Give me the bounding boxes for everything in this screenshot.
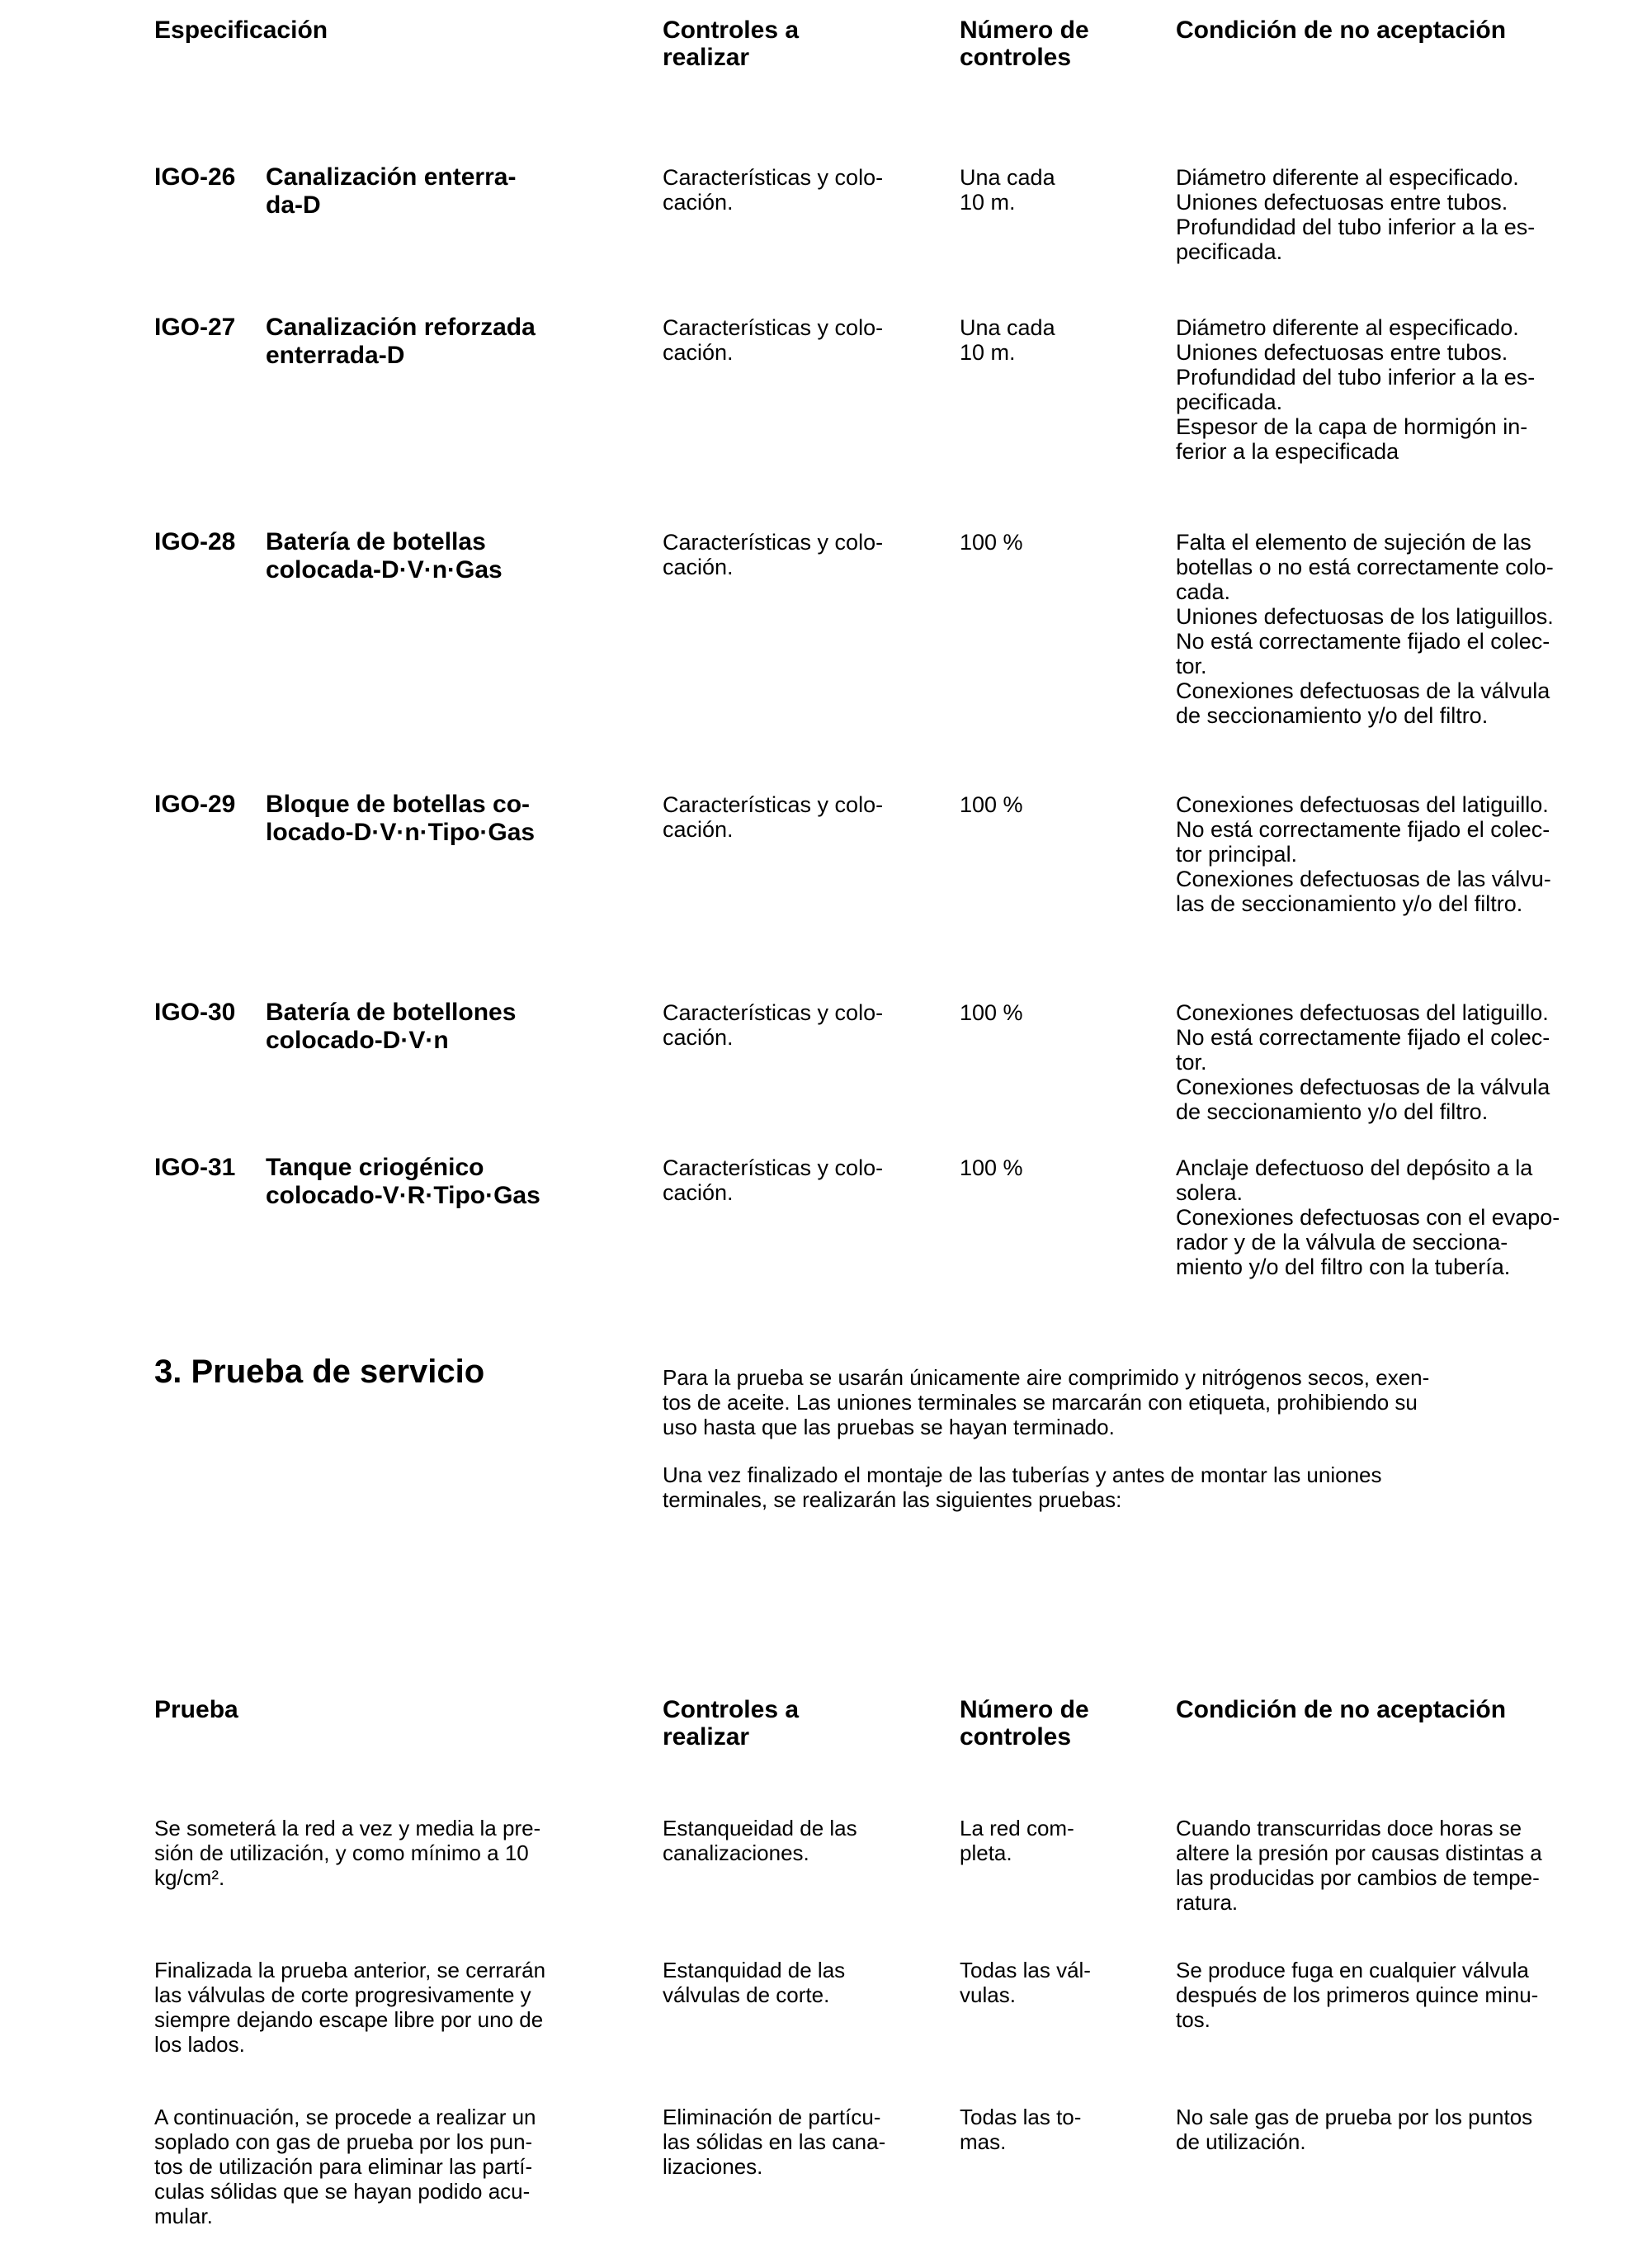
- test-description-line: kg/cm².: [154, 1865, 225, 1890]
- header-controls-line: realizar: [663, 1723, 750, 1751]
- condition-cell-line: Espesor de la capa de hormigón in-: [1176, 414, 1528, 439]
- header-rejection-condition: [1176, 17, 1506, 44]
- header-number-of-controls: [960, 17, 1089, 71]
- number-cell-line: Todas las to-: [960, 2105, 1082, 2129]
- header-controls: [663, 1696, 799, 1751]
- spec-name-line: Bloque de botellas co-: [266, 791, 531, 818]
- condition-cell-line: las producidas por cambios de tempe-: [1176, 1865, 1540, 1890]
- controls-cell: [663, 165, 883, 215]
- section-paragraph-line: uso hasta que las pruebas se hayan terminado.: [663, 1415, 1115, 1439]
- controls-cell: [663, 315, 883, 365]
- controls-cell: [663, 792, 883, 842]
- header-number-of-controls: [960, 1696, 1089, 1751]
- controls-cell-line: válvulas de corte.: [663, 1982, 830, 2007]
- header-specification-line: Especificación: [154, 17, 328, 44]
- test-description-line: las válvulas de corte progresivamente y: [154, 1982, 531, 2007]
- section-paragraph-line: tos de aceite. Las uniones terminales se marcarán con etiqueta, prohibiendo su: [663, 1390, 1418, 1415]
- header-rejection-condition: [1176, 1696, 1506, 1723]
- spec-name-line: colocado-V·R·Tipo·Gas: [266, 1182, 540, 1209]
- number-cell: [960, 1816, 1074, 1865]
- number-cell-line: Una cada: [960, 315, 1055, 340]
- controls-cell-line: lizaciones.: [663, 2154, 763, 2179]
- spec-name: [266, 791, 535, 847]
- condition-cell-line: cada.: [1176, 579, 1231, 604]
- header-number-of-controls-line: controles: [960, 1723, 1072, 1751]
- test-description-line: tos de utilización para eliminar las partí-: [154, 2154, 533, 2179]
- number-cell: [960, 1958, 1091, 2007]
- test-description-line: los lados.: [154, 2032, 245, 2057]
- condition-cell-line: Uniones defectuosas entre tubos.: [1176, 190, 1508, 215]
- controls-cell-line: Estanquidad de las: [663, 1958, 846, 1982]
- spec-code: IGO-28: [154, 528, 236, 555]
- controls-cell: [663, 1000, 883, 1050]
- condition-cell-line: miento y/o del filtro con la tubería.: [1176, 1254, 1511, 1279]
- test-description-line: culas sólidas que se hayan podido acu-: [154, 2179, 531, 2204]
- controls-cell-line: Estanqueidad de las: [663, 1816, 857, 1840]
- controls-cell: [663, 1155, 883, 1205]
- condition-cell-line: No está correctamente fijado el colec-: [1176, 629, 1550, 654]
- spec-name: [266, 999, 516, 1055]
- condition-cell-line: Profundidad del tubo inferior a la es-: [1176, 215, 1536, 239]
- condition-cell: [1176, 1155, 1560, 1279]
- header-number-of-controls-line: controles: [960, 44, 1072, 71]
- controls-cell-line: cación.: [663, 190, 734, 215]
- controls-cell-line: Características y colo-: [663, 1155, 884, 1180]
- controls-cell-line: cación.: [663, 1180, 734, 1205]
- controls-cell-line: Características y colo-: [663, 1000, 884, 1025]
- condition-cell-line: después de los primeros quince minu-: [1176, 1982, 1539, 2007]
- condition-cell-line: Conexiones defectuosas del latiguillo.: [1176, 1000, 1549, 1025]
- condition-cell-line: Conexiones defectuosas de las válvu-: [1176, 867, 1551, 891]
- section-paragraph: [663, 1365, 1429, 1439]
- controls-cell-line: Características y colo-: [663, 165, 884, 190]
- condition-cell-line: tor.: [1176, 1050, 1207, 1075]
- spec-name-line: Batería de botellas: [266, 528, 486, 555]
- section-paragraph-line: Una vez finalizado el montaje de las tuberías y antes de montar las uniones: [663, 1462, 1382, 1487]
- number-cell-line: La red com-: [960, 1816, 1074, 1840]
- controls-cell: [663, 1958, 845, 2007]
- number-cell: [960, 165, 1055, 215]
- condition-cell-line: de utilización.: [1176, 2129, 1306, 2154]
- test-description-line: Se someterá la red a vez y media la pre-: [154, 1816, 541, 1840]
- header-specification-line: Prueba: [154, 1696, 238, 1723]
- spec-name-line: colocada-D·V·n·Gas: [266, 556, 503, 584]
- test-description-line: A continuación, se procede a realizar un: [154, 2105, 536, 2129]
- header-specification: [154, 17, 328, 44]
- condition-cell-line: Falta el elemento de sujeción de las: [1176, 530, 1531, 555]
- number-cell: [960, 792, 1023, 817]
- condition-cell: [1176, 2105, 1532, 2154]
- number-cell: [960, 1000, 1023, 1025]
- test-description-line: sión de utilización, y como mínimo a 10: [154, 1840, 529, 1865]
- condition-cell: [1176, 1816, 1542, 1915]
- spec-name-line: da-D: [266, 191, 321, 219]
- test-description: [154, 1816, 540, 1890]
- spec-code: IGO-29: [154, 791, 236, 818]
- test-description-line: siempre dejando escape libre por uno de: [154, 2007, 544, 2032]
- header-number-of-controls-line: Número de: [960, 17, 1089, 44]
- condition-cell: [1176, 530, 1554, 728]
- condition-cell-line: de seccionamiento y/o del filtro.: [1176, 703, 1489, 728]
- number-cell: [960, 530, 1023, 555]
- condition-cell-line: altere la presión por causas distintas a: [1176, 1840, 1542, 1865]
- spec-name-line: Canalización reforzada: [266, 314, 536, 341]
- condition-cell-line: Uniones defectuosas entre tubos.: [1176, 340, 1508, 365]
- condition-cell: [1176, 315, 1535, 464]
- header-number-of-controls-line: Número de: [960, 1696, 1089, 1723]
- condition-cell: [1176, 1958, 1538, 2032]
- spec-code: IGO-27: [154, 314, 236, 341]
- controls-cell-line: Características y colo-: [663, 315, 884, 340]
- number-cell-line: 100 %: [960, 1155, 1023, 1180]
- section-title: 3. Prueba de servicio: [154, 1354, 485, 1390]
- condition-cell-line: Profundidad del tubo inferior a la es-: [1176, 365, 1536, 390]
- controls-cell-line: cación.: [663, 555, 734, 579]
- spec-name-line: colocado-D·V·n: [266, 1027, 449, 1054]
- controls-cell-line: cación.: [663, 817, 734, 842]
- number-cell-line: Una cada: [960, 165, 1055, 190]
- spec-name: [266, 314, 536, 370]
- number-cell-line: pleta.: [960, 1840, 1012, 1865]
- condition-cell-line: pecificada.: [1176, 239, 1283, 264]
- number-cell-line: 10 m.: [960, 190, 1016, 215]
- header-rejection-condition-line: Condición de no aceptación: [1176, 17, 1507, 44]
- controls-cell-line: Eliminación de partícu-: [663, 2105, 881, 2129]
- number-cell-line: 10 m.: [960, 340, 1016, 365]
- condition-cell-line: ratura.: [1176, 1890, 1239, 1915]
- test-description-line: mular.: [154, 2204, 213, 2228]
- header-specification: [154, 1696, 238, 1723]
- header-controls: [663, 17, 799, 71]
- controls-cell: [663, 530, 883, 579]
- condition-cell-line: Conexiones defectuosas con el evapo-: [1176, 1205, 1560, 1230]
- condition-cell-line: solera.: [1176, 1180, 1244, 1205]
- header-controls-line: realizar: [663, 44, 750, 71]
- number-cell-line: 100 %: [960, 792, 1023, 817]
- controls-cell: [663, 2105, 885, 2179]
- spec-code: IGO-31: [154, 1154, 236, 1181]
- controls-cell: [663, 1816, 857, 1865]
- spec-name-line: Tanque criogénico: [266, 1154, 484, 1181]
- section-paragraph: [663, 1462, 1382, 1512]
- condition-cell-line: las de seccionamiento y/o del filtro.: [1176, 891, 1523, 916]
- header-rejection-condition-line: Condición de no aceptación: [1176, 1696, 1507, 1723]
- header-controls-line: Controles a: [663, 17, 800, 44]
- test-description-line: soplado con gas de prueba por los pun-: [154, 2129, 533, 2154]
- condition-cell-line: Conexiones defectuosas de la válvula: [1176, 678, 1550, 703]
- controls-cell-line: las sólidas en las cana-: [663, 2129, 886, 2154]
- controls-cell-line: cación.: [663, 1025, 734, 1050]
- condition-cell-line: botellas o no está correctamente colo-: [1176, 555, 1554, 579]
- section-paragraph-line: Para la prueba se usarán únicamente aire comprimido y nitrógenos secos, exen-: [663, 1365, 1430, 1390]
- condition-cell-line: No está correctamente fijado el colec-: [1176, 817, 1550, 842]
- number-cell-line: 100 %: [960, 530, 1023, 555]
- condition-cell-line: Cuando transcurridas doce horas se: [1176, 1816, 1522, 1840]
- condition-cell-line: Conexiones defectuosas del latiguillo.: [1176, 792, 1549, 817]
- section-paragraph-line: terminales, se realizarán las siguientes pruebas:: [663, 1487, 1122, 1512]
- number-cell-line: 100 %: [960, 1000, 1023, 1025]
- condition-cell-line: pecificada.: [1176, 390, 1283, 414]
- controls-cell-line: cación.: [663, 340, 734, 365]
- spec-name: [266, 528, 503, 584]
- condition-cell-line: No sale gas de prueba por los puntos: [1176, 2105, 1533, 2129]
- test-description: [154, 1958, 545, 2057]
- spec-name-line: enterrada-D: [266, 342, 405, 369]
- condition-cell: [1176, 1000, 1550, 1124]
- condition-cell-line: Diámetro diferente al especificado.: [1176, 315, 1519, 340]
- spec-name: [266, 163, 516, 220]
- header-controls-line: Controles a: [663, 1696, 800, 1723]
- number-cell: [960, 1155, 1023, 1180]
- condition-cell-line: tor.: [1176, 654, 1207, 678]
- condition-cell: [1176, 792, 1551, 916]
- test-description-line: Finalizada la prueba anterior, se cerrarán: [154, 1958, 546, 1982]
- spec-name-line: locado-D·V·n·Tipo·Gas: [266, 819, 536, 846]
- number-cell: [960, 2105, 1081, 2154]
- spec-name: [266, 1154, 540, 1210]
- number-cell-line: vulas.: [960, 1982, 1016, 2007]
- test-description: [154, 2105, 536, 2228]
- spec-code: IGO-26: [154, 163, 236, 191]
- spec-name-line: Canalización enterra-: [266, 163, 517, 191]
- condition-cell-line: Anclaje defectuoso del depósito a la: [1176, 1155, 1533, 1180]
- condition-cell-line: tos.: [1176, 2007, 1210, 2032]
- controls-cell-line: Características y colo-: [663, 530, 884, 555]
- number-cell: [960, 315, 1055, 365]
- condition-cell-line: ferior a la especificada: [1176, 439, 1399, 464]
- condition-cell: [1176, 165, 1535, 264]
- condition-cell-line: Diámetro diferente al especificado.: [1176, 165, 1519, 190]
- condition-cell-line: Uniones defectuosas de los latiguillos.: [1176, 604, 1554, 629]
- number-cell-line: Todas las vál-: [960, 1958, 1091, 1982]
- condition-cell-line: Conexiones defectuosas de la válvula: [1176, 1075, 1550, 1099]
- spec-name-line: Batería de botellones: [266, 999, 517, 1026]
- condition-cell-line: Se produce fuga en cualquier válvula: [1176, 1958, 1529, 1982]
- spec-code: IGO-30: [154, 999, 236, 1026]
- condition-cell-line: rador y de la válvula de secciona-: [1176, 1230, 1508, 1254]
- number-cell-line: mas.: [960, 2129, 1007, 2154]
- condition-cell-line: tor principal.: [1176, 842, 1298, 867]
- controls-cell-line: canalizaciones.: [663, 1840, 809, 1865]
- condition-cell-line: de seccionamiento y/o del filtro.: [1176, 1099, 1489, 1124]
- condition-cell-line: No está correctamente fijado el colec-: [1176, 1025, 1550, 1050]
- controls-cell-line: Características y colo-: [663, 792, 884, 817]
